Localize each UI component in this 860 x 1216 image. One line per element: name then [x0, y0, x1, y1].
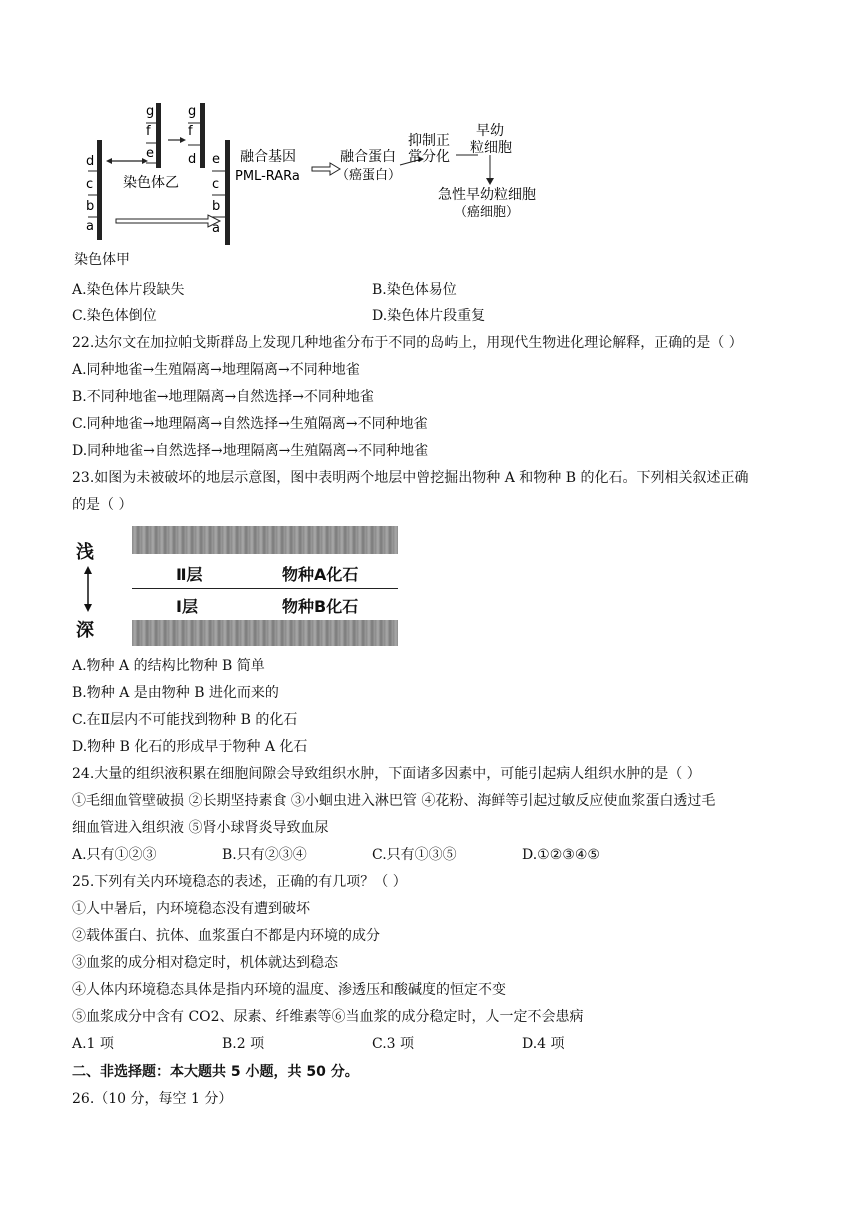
q22-option-b[interactable]: B.不同种地雀→地理隔离→自然选择→不同种地雀 — [72, 389, 374, 405]
chrC-label-c: c — [212, 177, 220, 192]
q24-stem: 24.大量的组织液积累在细胞间隙会导致组织水肿，下面诸多因素中，可能引起病人组织水肿的是（ ） — [72, 766, 701, 782]
q23-option-c[interactable]: C.在Ⅱ层内不可能找到物种 B 的化石 — [72, 712, 298, 728]
q25-item-4: ④人体内环境稳态具体是指内环境的温度、渗透压和酸碱度的恒定不变 — [72, 982, 506, 998]
chrC-label-e: e — [212, 152, 220, 167]
q25-item-3: ③血浆的成分相对稳定时，机体就达到稳态 — [72, 955, 338, 971]
layer1-band — [132, 590, 398, 618]
inhibit-line1: 抑制正 — [408, 133, 450, 149]
strata-figure — [72, 524, 402, 648]
section2-title: 二、非选择题：本大题共 5 小题，共 50 分。 — [72, 1064, 359, 1080]
inhibit-line2: 常分化 — [408, 149, 450, 165]
chrA-label-b: b — [86, 199, 95, 214]
q22-option-a[interactable]: A.同种地雀→生殖隔离→地理隔离→不同种地雀 — [72, 362, 360, 378]
layer2-label: Ⅱ层 — [176, 565, 203, 584]
q25-item-5: ⑤血浆成分中含有 CO2、尿素、纤维素等⑥当血浆的成分稳定时，人一定不会患病 — [72, 1009, 584, 1025]
depth-arrow-icon — [78, 564, 98, 614]
q24-items-line1: ①毛细血管壁破损 ②长期坚持素食 ③小蛔虫进入淋巴管 ④花粉、海鲜等引起过敏反应使血浆蛋白透过毛 — [72, 793, 716, 809]
chrom-b-label: 染色体乙 — [123, 175, 179, 191]
chrA-label-c: c — [86, 177, 94, 192]
q24-items-line2: 细血管进入组织液 ⑤肾小球肾炎导致血尿 — [72, 820, 329, 836]
fusion-protein-note: （癌蛋白） — [336, 168, 402, 183]
q24-option-b[interactable]: B.只有②③④ — [222, 847, 307, 863]
chrC-label-b: b — [212, 199, 221, 214]
q21-option-c[interactable]: C.染色体倒位 — [72, 308, 157, 324]
q22-option-c[interactable]: C.同种地雀→地理隔离→自然选择→生殖隔离→不同种地雀 — [72, 416, 428, 432]
q23-stem-line2: 的是（ ） — [72, 497, 133, 513]
chrA-label-a: a — [86, 219, 94, 234]
q24-option-c[interactable]: C.只有①③⑤ — [372, 847, 457, 863]
fusion-protein-label: 融合蛋白 — [340, 149, 396, 165]
early-cell-line2: 粒细胞 — [470, 140, 512, 156]
q25-option-d[interactable]: D.4 项 — [522, 1036, 565, 1052]
chrB2-label-f: f — [188, 124, 193, 139]
chrB2-label-d: d — [188, 152, 197, 167]
chrB-label-e: e — [146, 146, 154, 161]
q25-item-2: ②载体蛋白、抗体、血浆蛋白不都是内环境的成分 — [72, 928, 380, 944]
layer-divider — [132, 588, 398, 589]
chrC-label-a: a — [212, 221, 220, 236]
q26-heading: 26.（10 分，每空 1 分） — [72, 1091, 233, 1107]
chrB2-label-g: g — [188, 104, 197, 119]
chrB-label-g: g — [146, 104, 155, 119]
q24-option-d[interactable]: D.①②③④⑤ — [522, 847, 600, 863]
fusion-gene-label: 融合基因 — [240, 149, 296, 165]
shallow-label: 浅 — [76, 542, 94, 563]
q21-option-b[interactable]: B.染色体易位 — [372, 282, 457, 298]
chrB-label-f: f — [146, 124, 151, 139]
bottom-rock-band — [132, 620, 398, 646]
chrom-a-label: 染色体甲 — [74, 252, 130, 268]
deep-label: 深 — [76, 620, 94, 641]
q25-option-c[interactable]: C.3 项 — [372, 1036, 415, 1052]
acute-cell-label: 急性早幼粒细胞 — [438, 187, 536, 203]
q25-item-1: ①人中暑后，内环境稳态没有遭到破坏 — [72, 901, 310, 917]
layer1-label: Ⅰ层 — [176, 597, 198, 616]
q21-option-d[interactable]: D.染色体片段重复 — [372, 308, 486, 324]
chromosome-figure — [78, 95, 578, 270]
fossil-a-label: 物种A化石 — [282, 565, 359, 584]
q25-option-a[interactable]: A.1 项 — [72, 1036, 114, 1052]
early-cell-line1: 早幼 — [476, 123, 504, 139]
q23-option-d[interactable]: D.物种 B 化石的形成早于物种 A 化石 — [72, 739, 308, 755]
q21-option-a[interactable]: A.染色体片段缺失 — [72, 282, 185, 298]
q25-stem: 25.下列有关内环境稳态的表述，正确的有几项？（ ） — [72, 874, 407, 890]
q23-option-b[interactable]: B.物种 A 是由物种 B 进化而来的 — [72, 685, 279, 701]
q22-option-d[interactable]: D.同种地雀→自然选择→地理隔离→生殖隔离→不同种地雀 — [72, 443, 429, 459]
fossil-b-label: 物种B化石 — [282, 597, 359, 616]
layer2-band — [132, 558, 398, 586]
acute-cell-note: （癌细胞） — [454, 205, 520, 220]
q25-option-b[interactable]: B.2 项 — [222, 1036, 265, 1052]
q24-option-a[interactable]: A.只有①②③ — [72, 847, 157, 863]
q22-stem: 22.达尔文在加拉帕戈斯群岛上发现几种地雀分布于不同的岛屿上，用现代生物进化理论解释，正确的是（ ） — [72, 335, 743, 351]
q23-stem-line1: 23.如图为未被破坏的地层示意图，图中表明两个地层中曾挖掘出物种 A 和物种 B 的化石。下列相关叙述正确 — [72, 470, 749, 486]
q23-option-a[interactable]: A.物种 A 的结构比物种 B 简单 — [72, 658, 265, 674]
fusion-gene-name: PML-RARa — [235, 169, 300, 184]
chrA-label-d: d — [86, 154, 95, 169]
top-rock-band — [132, 526, 398, 554]
